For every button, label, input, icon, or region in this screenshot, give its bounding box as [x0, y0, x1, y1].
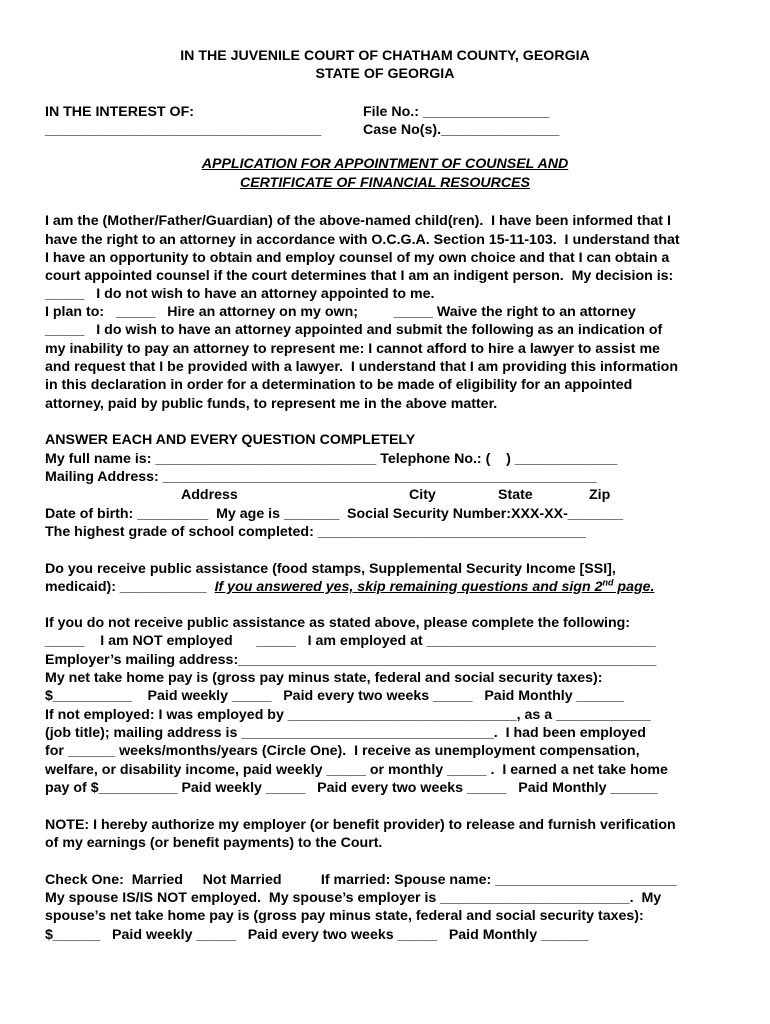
court-title: IN THE JUVENILE COURT OF CHATHAM COUNTY, GEORGIA	[180, 48, 590, 64]
form-title-line2: CERTIFICATE OF FINANCIAL RESOURCES	[239, 175, 531, 191]
intro-line: court appointed counsel if the court determines that I am an indigent person. My decision is:	[45, 268, 674, 284]
skip-instruction-end: page.	[613, 579, 655, 595]
intro-line: and request that I be provided with a lawyer. I understand that I am providing this information	[45, 359, 678, 375]
spouse-employer-field[interactable]: My spouse IS/IS NOT employed. My spouse’s employer is ________________________. My	[45, 890, 662, 906]
form-title-line1: APPLICATION FOR APPOINTMENT OF COUNSEL AND	[201, 156, 569, 172]
section-heading: ANSWER EACH AND EVERY QUESTION COMPLETELY	[45, 432, 416, 448]
assistance-question: Do you receive public assistance (food stamps, Supplemental Security Income [SSI],	[45, 561, 616, 577]
state-title: STATE OF GEORGIA	[315, 66, 455, 82]
employment-status-field[interactable]: _____ I am NOT employed _____ I am employed at _____________________________	[45, 633, 656, 649]
file-no-field[interactable]: File No.: ________________	[363, 104, 550, 120]
employment-duration-field[interactable]: for ______ weeks/months/years (Circle One). I receive as unemployment compensation,	[45, 743, 640, 759]
address-caption: Address	[181, 487, 238, 503]
employment-intro: If you do not receive public assistance as stated above, please complete the following:	[45, 615, 630, 631]
intro-line: my inability to pay an attorney to represent me: I cannot afford to hire a lawyer to assist me	[45, 341, 660, 357]
want-attorney-option[interactable]: _____ I do wish to have an attorney appointed and submit the following as an indication of	[45, 322, 663, 338]
intro-line: attorney, paid by public funds, to represent me in the above matter.	[45, 396, 498, 412]
benefits-field[interactable]: welfare, or disability income, paid weekly _____ or monthly _____ . I earned a net take home	[45, 762, 668, 778]
marital-status-field[interactable]: Check One: Married Not Married If married: Spouse name: _______________________	[45, 872, 677, 888]
assistance-answer-line[interactable]	[45, 578, 654, 596]
intro-line: in this declaration in order for a determination to be made of eligibility for an appointed	[45, 377, 633, 393]
medicaid-field[interactable]: medicaid): ___________	[45, 579, 215, 595]
intro-line: have the right to an attorney in accordance with O.C.G.A. Section 15-11-103. I understand that	[45, 232, 680, 248]
ordinal-suffix: nd	[602, 577, 614, 588]
intro-line: I am the (Mother/Father/Guardian) of the above-named child(ren). I have been informed that I	[45, 213, 671, 229]
plan-options[interactable]: I plan to: _____ Hire an attorney on my own; _____ Waive the right to an attorney	[45, 304, 636, 320]
school-grade-field[interactable]: The highest grade of school completed: __________________________________	[45, 524, 587, 540]
mailing-address-field[interactable]: Mailing Address: _______________________________________________________	[45, 469, 597, 485]
full-name-phone-field[interactable]: My full name is: ____________________________ Telephone No.: ( ) _____________	[45, 451, 618, 467]
skip-instruction	[215, 579, 655, 595]
city-caption: City	[409, 487, 436, 503]
job-title-address-field[interactable]: (job title); mailing address is ________________________________. I had been employed	[45, 725, 646, 741]
case-no-field[interactable]: Case No(s)._______________	[363, 122, 560, 138]
employer-address-field[interactable]: Employer’s mailing address:_____________________________________________________	[45, 652, 657, 668]
intro-line: I have an opportunity to obtain and employ counsel of my own choice and that I can obtain a	[45, 250, 670, 266]
net-pay-field[interactable]: $__________ Paid weekly _____ Paid every two weeks _____ Paid Monthly ______	[45, 688, 624, 704]
interest-of-label: IN THE INTEREST OF:	[45, 104, 194, 120]
no-attorney-option[interactable]: _____ I do not wish to have an attorney appointed to me.	[45, 286, 435, 302]
dob-age-ssn-field[interactable]: Date of birth: _________ My age is _______ Social Security Number:XXX-XX-_______	[45, 506, 624, 522]
former-employer-field[interactable]: If not employed: I was employed by _____________________________, as a ____________	[45, 707, 651, 723]
authorization-note: NOTE: I hereby authorize my employer (or benefit provider) to release and furnish verification	[45, 817, 676, 833]
net-pay-label: My net take home pay is (gross pay minus state, federal and social security taxes):	[45, 670, 603, 686]
authorization-note: of my earnings (or benefit payments) to the Court.	[45, 835, 383, 851]
skip-instruction-text: If you answered yes, skip remaining questions and sign 2	[214, 579, 603, 595]
spouse-pay-label: spouse’s net take home pay is (gross pay minus state, federal and social security taxes):	[45, 908, 644, 924]
interest-of-field[interactable]: ___________________________________	[45, 122, 322, 138]
spouse-pay-field[interactable]: $______ Paid weekly _____ Paid every two weeks _____ Paid Monthly ______	[45, 927, 589, 943]
benefits-pay-field[interactable]: pay of $__________ Paid weekly _____ Paid every two weeks _____ Paid Monthly ______	[45, 780, 658, 796]
zip-caption: Zip	[589, 487, 611, 503]
state-caption: State	[498, 487, 533, 503]
